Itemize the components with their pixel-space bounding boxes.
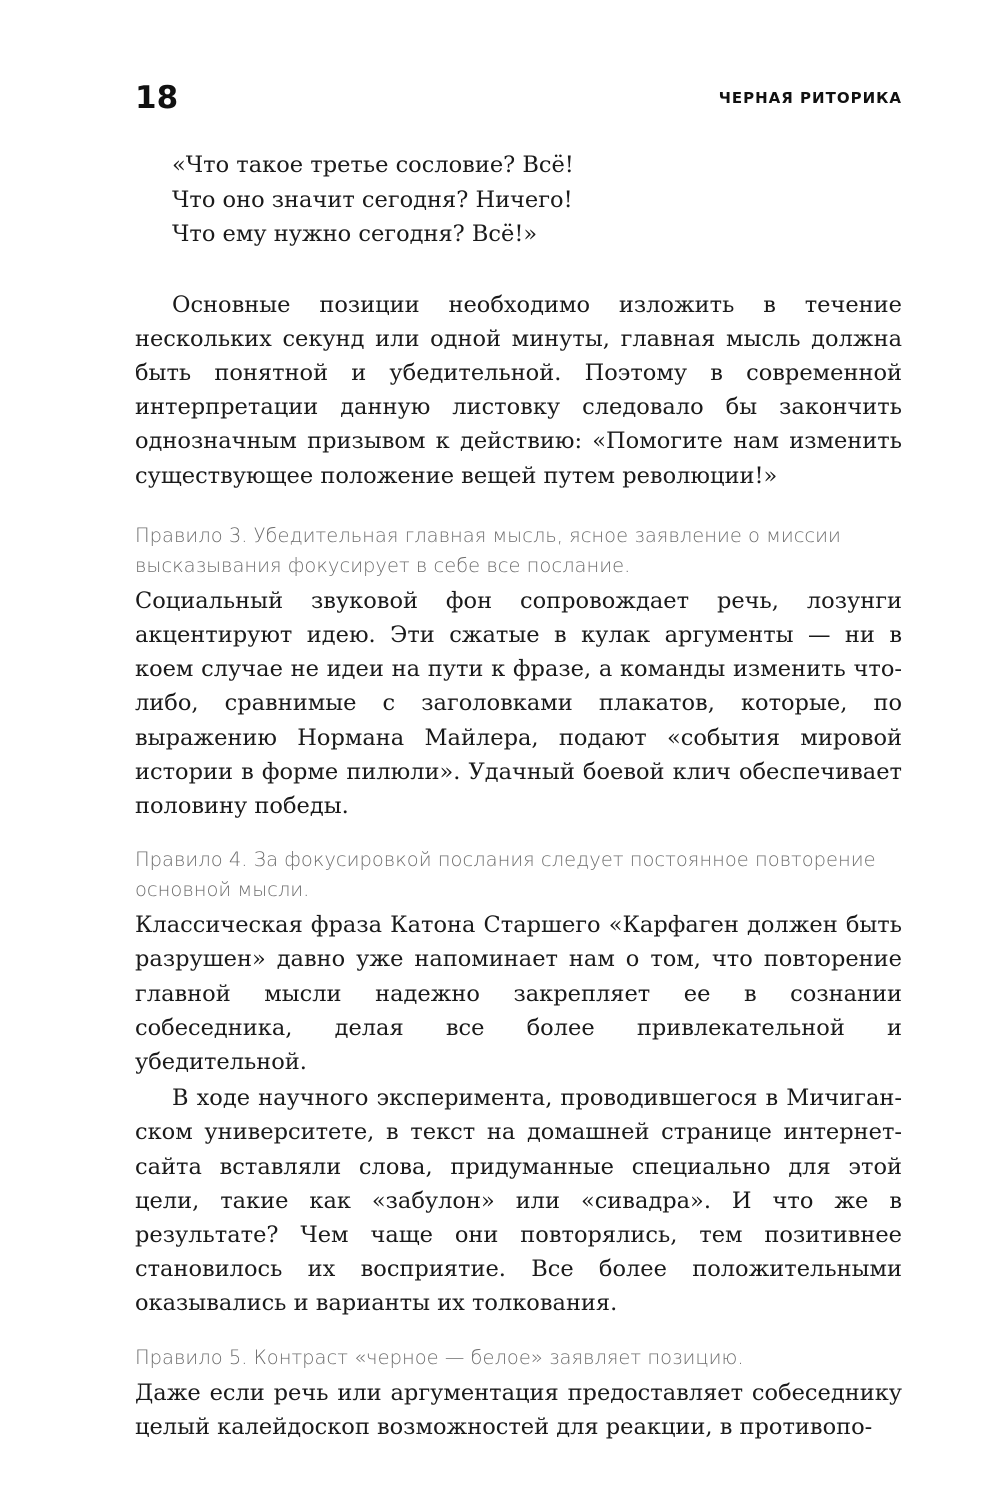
running-header	[135, 78, 902, 128]
paragraph-main-positions: Основные позиции необходимо изложить в течение нескольких секунд или одной минуты, главная мысль должна быть понятной и убедительной. Поэтому в современной интерпретации данную листовку следовало бы закончить однозначным призывом к действию: «Помогите нам изменить существующее положение вещей путем революции!»	[135, 291, 902, 489]
paragraph-cato: Классическая фраза Катона Старшего «Карфаген должен быть разрушен» давно уже напоминает нам о том, что повторение главной мысли надежно закрепляет ее в сознании собеседника, делая все более привлекательной и убедительной.	[135, 912, 902, 1075]
paragraph-social-sound: Социальный звуковой фон сопровождает речь, лозунги акцентируют идею. Эти сжатые в кулак аргументы — ни в коем случае не идеи на пути к фразе, а команды изменить что-либо, сравнимые с заголовками плакатов, которые, по выражению Нормана Майлера, подают «события мировой истории в форме пилюли». Удачный боевой клич обеспечивает половину победы.	[135, 587, 902, 819]
rule-3-heading: Правило 3. Убедительная главная мысль, ясное заявление о миссии высказывания фокусирует в себе все послание.	[135, 523, 841, 577]
page-content	[135, 78, 902, 1444]
quote-line: Что оно значит сегодня? Ничего!	[172, 186, 573, 213]
rule-4-heading: Правило 4. За фокусировкой послания следует постоянное повторение основной мысли.	[135, 848, 876, 902]
quote-line: «Что такое третье сословие? Всё!	[172, 152, 574, 178]
quote-line: Что ему нужно сегодня? Всё!»	[172, 221, 538, 247]
rule-5-heading: Правило 5. Контраст «черное — белое» заявляет позицию.	[135, 1345, 744, 1369]
page-number: 18	[135, 80, 179, 116]
paragraph-contrast: Даже если речь или аргументация предоставляет собеседнику целый калейдоскоп возможностей для реакции, в противопо-	[135, 1379, 902, 1440]
running-title: ЧЕРНАЯ РИТОРИКА	[718, 89, 902, 107]
paragraph-michigan-experiment: В ходе научного эксперимента, проводившегося в Мичиганском университете, в текст на домашней странице интернет-сайта вставляли слова, придуманные специально для этой цели, такие как «забулон» или «сивадра». И что же в результате? Чем чаще они повторялись, тем позитивнее становилось их восприятие. Все более положительными оказывались и варианты их толкования.	[135, 1085, 902, 1317]
quote-block	[135, 148, 902, 252]
